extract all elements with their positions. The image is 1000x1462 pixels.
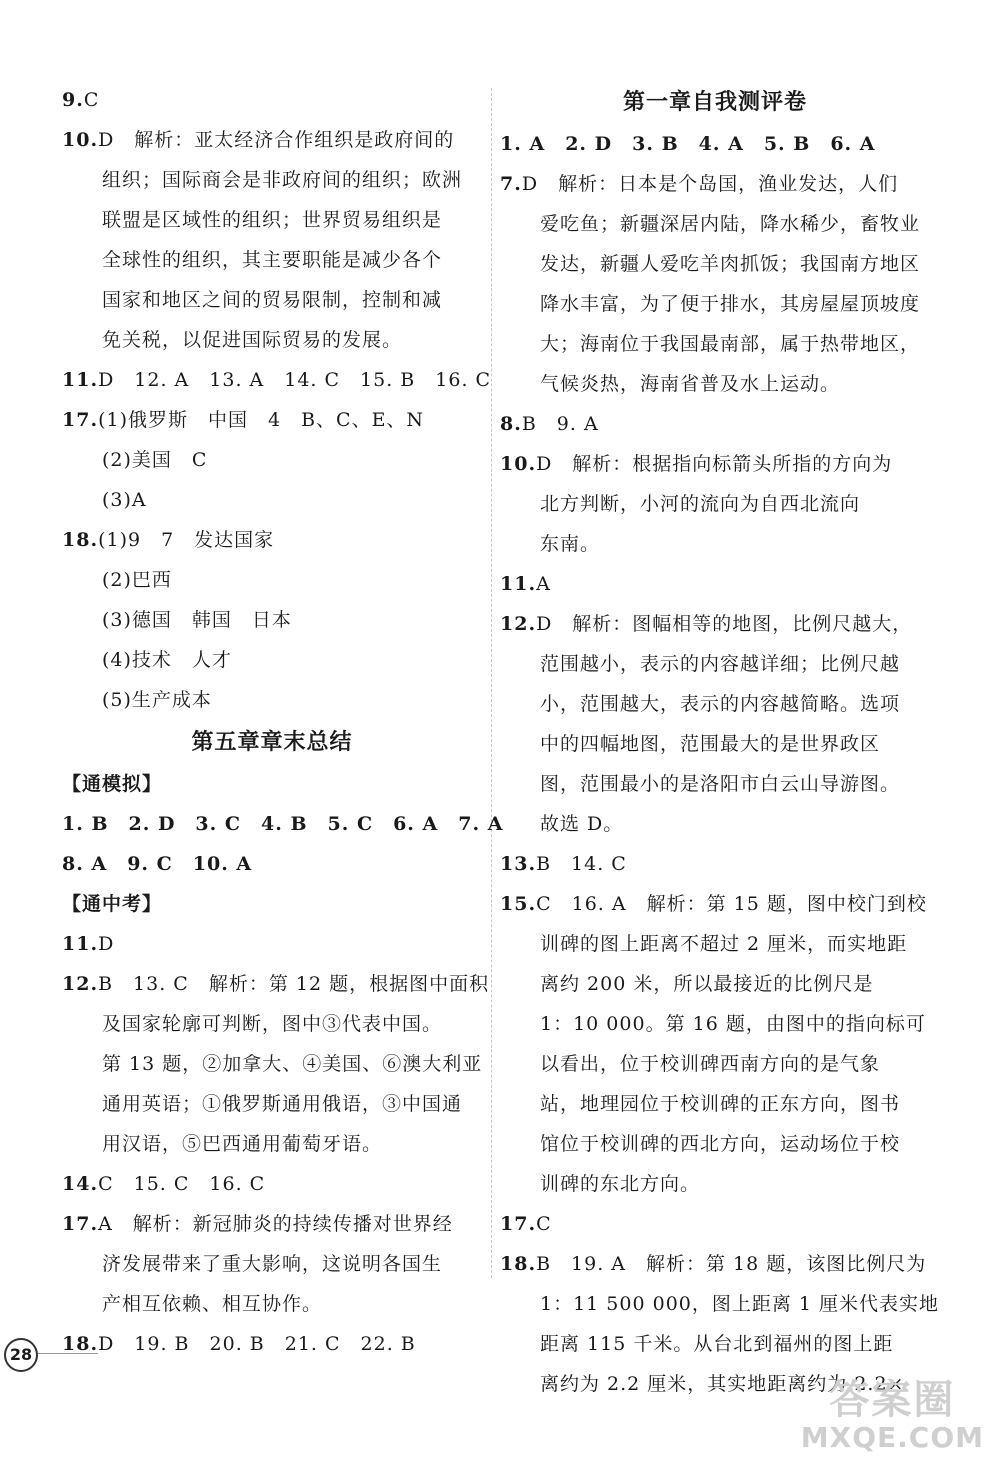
answer-text: 气候炎热，海南省普及水上运动。 (540, 373, 841, 395)
question-number: 17. (62, 1213, 99, 1235)
answer-line (500, 1164, 930, 1204)
answer-text: C 15. C 16. C (98, 1173, 266, 1195)
answer-text: 1：10 000。第 16 题，由图中的指向标可 (540, 1013, 926, 1035)
answer-line (500, 804, 930, 844)
answer-line (500, 484, 930, 524)
answer-line (500, 1284, 940, 1324)
answer-line (62, 320, 482, 360)
answer-text: D (98, 933, 115, 955)
column-divider (491, 88, 492, 1278)
answer-text: (3)A (102, 489, 147, 511)
answer-line (62, 640, 482, 680)
answer-text: 训碑的东北方向。 (540, 1173, 701, 1195)
section-title: 第一章自我测评卷 (622, 89, 807, 115)
answer-line (62, 1004, 482, 1044)
answer-line (62, 400, 482, 440)
footer-rule (38, 1353, 98, 1354)
answer-line (62, 964, 490, 1004)
section-tag: 【通中考】 (62, 893, 163, 915)
answer-line (500, 1324, 930, 1364)
answer-text: 故选 D。 (540, 813, 624, 835)
answer-line (500, 1044, 930, 1084)
answer-text: 以看出，位于校训碑西南方向的是气象 (540, 1053, 881, 1075)
answer-text: 第 13 题，②加拿大、④美国、⑥澳大利亚 (102, 1053, 483, 1075)
answer-text: D 12. A 13. A 14. C 15. B 16. C (98, 369, 492, 391)
answer-line (62, 1284, 482, 1324)
answer-text: (1)9 7 发达国家 (98, 529, 275, 551)
answer-line (62, 924, 482, 964)
answer-line (500, 244, 930, 284)
answer-line (62, 804, 504, 844)
answer-text: 通用英语；①俄罗斯通用俄语，③中国通 (102, 1093, 463, 1115)
answer-line (500, 564, 930, 604)
answer-text: (2)巴西 (102, 569, 172, 591)
answer-text: 大；海南位于我国最南部，属于热带地区， (540, 333, 921, 355)
answer-text: D 19. B 20. B 21. C 22. B (98, 1333, 416, 1355)
answer-text: (1)俄罗斯 中国 4 B、C、E、N (98, 409, 425, 431)
answer-line (62, 160, 482, 200)
question-number: 17. (500, 1213, 537, 1235)
answer-text: 国家和地区之间的贸易限制，控制和减 (102, 289, 443, 311)
answer-line (500, 1004, 930, 1044)
answer-line (62, 1084, 482, 1124)
answer-line (500, 1124, 930, 1164)
answer-text: 免关税，以促进国际贸易的发展。 (102, 329, 403, 351)
question-number: 11. (500, 573, 537, 595)
answer-line (500, 324, 930, 364)
answer-text: 联盟是区域性的组织；世界贸易组织是 (102, 209, 443, 231)
question-number: 12. (62, 973, 99, 995)
answer-line (500, 964, 930, 1004)
answer-text: 及国家轮廓可判断，图中③代表中国。 (102, 1013, 443, 1035)
answer-line (62, 280, 482, 320)
answer-text: 发达，新疆人爱吃羊肉抓饭；我国南方地区 (540, 253, 921, 275)
answer-line (62, 1164, 482, 1204)
answer-line (500, 1204, 930, 1244)
answer-line (62, 440, 482, 480)
question-number: 18. (62, 529, 99, 551)
answer-line (500, 764, 930, 804)
answer-text: (3)德国 韩国 日本 (102, 609, 292, 631)
answer-line (62, 1124, 482, 1164)
answer-text: 北方判断，小河的流向为自西北流向 (540, 493, 861, 515)
question-number: 9. (62, 89, 84, 111)
answer-text: B 19. A 解析：第 18 题，该图比例尺为 (536, 1253, 927, 1275)
answer-line (500, 404, 930, 444)
answer-line (62, 560, 482, 600)
answer-line (500, 924, 930, 964)
answer-line (62, 240, 482, 280)
watermark (801, 1378, 984, 1454)
answer-text: 小，范围越大，表示的内容越简略。选项 (540, 693, 901, 715)
answer-line (500, 844, 930, 884)
answer-text: 范围越小，表示的内容越详细；比例尺越 (540, 653, 901, 675)
answer-line (500, 164, 930, 204)
answer-text: (2)美国 C (102, 449, 208, 471)
answer-text: 8. A 9. C 10. A (62, 853, 253, 875)
answer-line (62, 120, 482, 160)
answer-text: 东南。 (540, 533, 601, 555)
answer-text: 图，范围最小的是洛阳市白云山导游图。 (540, 773, 901, 795)
question-number: 13. (500, 853, 537, 875)
answer-line (500, 284, 930, 324)
answer-text: B 13. C 解析：第 12 题，根据图中面积 (98, 973, 490, 995)
answer-text: B 14. C (536, 853, 627, 875)
question-number: 10. (62, 129, 99, 151)
answer-text: 站，地理园位于校训碑的正东方向，图书 (540, 1093, 901, 1115)
answer-line (500, 444, 930, 484)
question-number: 7. (500, 173, 522, 195)
question-number: 8. (500, 413, 522, 435)
answer-text: 组织；国际商会是非政府间的组织；欧洲 (102, 169, 463, 191)
answer-text: B 9. A (521, 413, 599, 435)
answer-text: 用汉语，⑤巴西通用葡萄牙语。 (102, 1133, 383, 1155)
answer-line (62, 600, 482, 640)
answer-line (62, 1244, 482, 1284)
answer-text: 离约 200 米，所以最接近的比例尺是 (540, 973, 874, 995)
question-number: 12. (500, 613, 537, 635)
answer-text: (5)生产成本 (102, 689, 212, 711)
answer-line (500, 364, 930, 404)
answer-text: 1. B 2. D 3. C 4. B 5. C 6. A 7. A (62, 813, 504, 835)
answer-line (62, 480, 482, 520)
watermark-logo-text: 答案圈 (829, 1377, 956, 1423)
watermark-url: MXQE.COM (800, 1421, 984, 1454)
answer-line (500, 724, 930, 764)
answer-line (500, 204, 930, 244)
answer-text: D 解析：根据指向标箭头所指的方向为 (536, 453, 893, 475)
answer-text: C 16. A 解析：第 15 题，图中校门到校 (536, 893, 927, 915)
answer-line (500, 884, 930, 924)
answer-text: 训碑的图上距离不超过 2 厘米，而实地距 (540, 933, 908, 955)
question-number: 18. (62, 1333, 99, 1355)
answer-line (500, 1084, 930, 1124)
answer-text: 距离 115 千米。从台北到福州的图上距 (540, 1333, 894, 1355)
answer-line (500, 124, 930, 164)
answer-text: 1：11 500 000，图上距离 1 厘米代表实地 (540, 1293, 940, 1315)
page-number: 28 (4, 1338, 38, 1372)
answer-text: 产相互依赖、相互协作。 (102, 1293, 323, 1315)
question-number: 15. (500, 893, 537, 915)
answer-line (62, 844, 482, 884)
answer-text: 济发展带来了重大影响，这说明各国生 (102, 1253, 443, 1275)
question-number: 17. (62, 409, 99, 431)
answer-text: A 解析：新冠肺炎的持续传播对世界经 (98, 1213, 453, 1235)
question-number: 14. (62, 1173, 99, 1195)
answer-line (500, 524, 930, 564)
answer-text: 爱吃鱼；新疆深居内陆，降水稀少，畜牧业 (540, 213, 921, 235)
answer-text: 离约为 2.2 厘米，其实地距离约为 2.2× (540, 1373, 905, 1395)
answer-line (500, 644, 930, 684)
question-number: 18. (500, 1253, 537, 1275)
question-number: 11. (62, 933, 99, 955)
answer-line (62, 200, 482, 240)
question-number: 10. (500, 453, 537, 475)
answer-line (62, 1324, 482, 1364)
question-number: 11. (62, 369, 99, 391)
answer-text: 全球性的组织，其主要职能是减少各个 (102, 249, 443, 271)
answer-text: 馆位于校训碑的西北方向，运动场位于校 (540, 1133, 901, 1155)
answer-line (500, 604, 930, 644)
answer-line (62, 520, 482, 560)
answer-text: C (536, 1213, 552, 1235)
answer-line (62, 1204, 482, 1244)
answer-text: 中的四幅地图，范围最大的是世界政区 (540, 733, 881, 755)
section-tag: 【通模拟】 (62, 773, 163, 795)
answer-text: A (536, 573, 551, 595)
answer-text: 降水丰富，为了便于排水，其房屋屋顶坡度 (540, 293, 921, 315)
answer-text: (4)技术 人才 (102, 649, 232, 671)
answer-line (62, 680, 482, 720)
answer-text: C (83, 89, 100, 111)
answer-text: D 解析：日本是个岛国，渔业发达，人们 (521, 173, 899, 195)
answer-line (500, 1244, 930, 1284)
answer-line (62, 1044, 482, 1084)
section-title: 第五章章末总结 (191, 729, 353, 755)
answer-text: D 解析：亚太经济合作组织是政府间的 (98, 129, 455, 151)
answer-line (62, 360, 492, 400)
answer-text: D 解析：图幅相等的地图，比例尺越大， (536, 613, 913, 635)
left-column (62, 80, 504, 1364)
answer-text: 1. A 2. D 3. B 4. A 5. B 6. A (500, 133, 876, 155)
answer-line (62, 80, 482, 120)
answer-line (500, 684, 930, 724)
